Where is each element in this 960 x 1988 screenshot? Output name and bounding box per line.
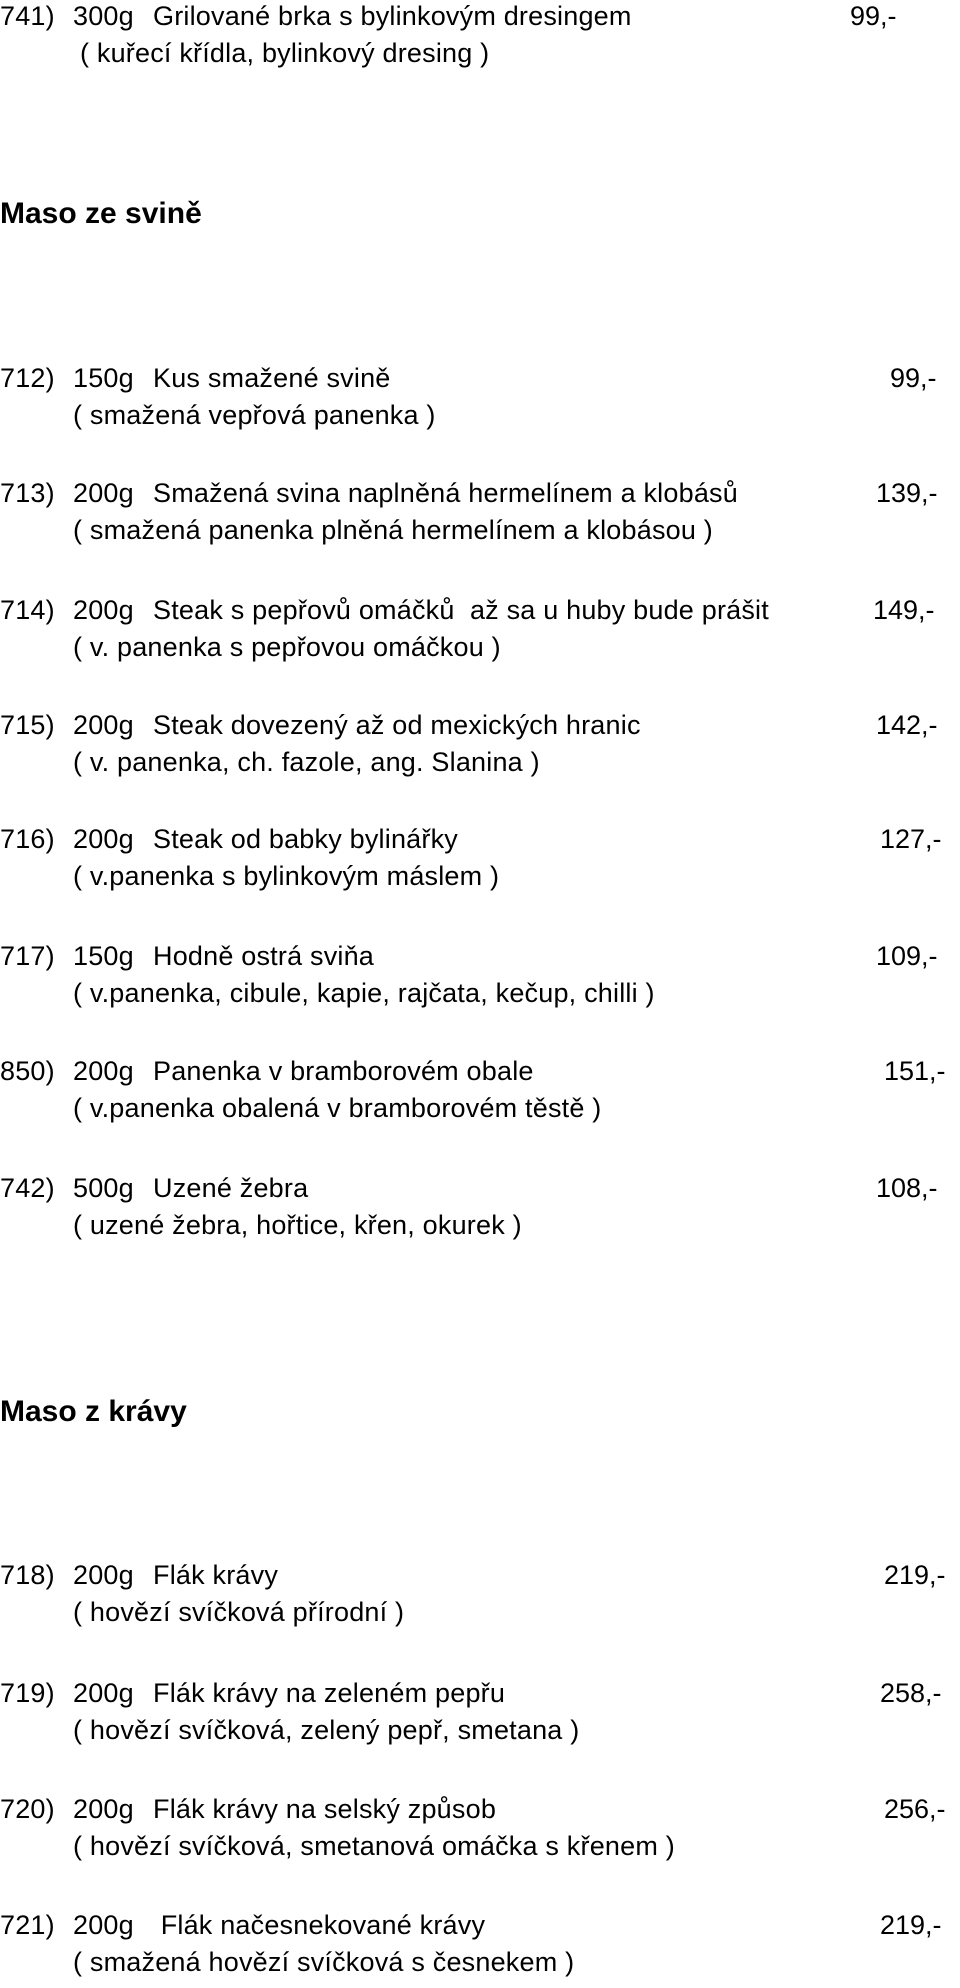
item-number: 715)	[0, 710, 55, 740]
section-heading-beef: Maso z krávy	[0, 1395, 187, 1428]
item-number: 714)	[0, 595, 55, 625]
item-weight: 200g	[73, 1056, 134, 1086]
item-description: ( v. panenka s pepřovou omáčkou )	[73, 632, 501, 662]
item-weight: 200g	[73, 478, 134, 508]
item-number: 717)	[0, 941, 55, 971]
item-description: ( uzené žebra, hořtice, křen, okurek )	[73, 1210, 522, 1240]
item-name: Uzené žebra	[153, 1173, 309, 1203]
item-description: ( v.panenka obalená v bramborovém těstě )	[73, 1093, 602, 1123]
item-name: Steak s pepřovů omáčků až sa u huby bude prášit	[153, 595, 769, 625]
item-weight: 200g	[73, 1678, 134, 1708]
item-weight: 200g	[73, 1910, 134, 1940]
item-name: Flák krávy na zeleném pepřu	[153, 1678, 506, 1708]
item-description: ( v.panenka, cibule, kapie, rajčata, kečup, chilli )	[73, 978, 655, 1008]
item-weight: 200g	[73, 1794, 134, 1824]
item-number: 713)	[0, 478, 55, 508]
item-price: 142,-	[876, 710, 938, 740]
item-price: 108,-	[876, 1173, 938, 1203]
item-weight: 500g	[73, 1173, 134, 1203]
item-number: 718)	[0, 1560, 55, 1590]
item-price: 149,-	[873, 595, 935, 625]
item-price: 219,-	[884, 1560, 946, 1590]
item-weight: 150g	[73, 941, 134, 971]
item-price: 139,-	[876, 478, 938, 508]
item-number: 712)	[0, 363, 55, 393]
item-name: Kus smažené svině	[153, 363, 391, 393]
item-price: 127,-	[880, 824, 942, 854]
item-description: ( hovězí svíčková, zelený pepř, smetana )	[73, 1715, 580, 1745]
item-price: 109,-	[876, 941, 938, 971]
item-weight: 200g	[73, 595, 134, 625]
item-price: 219,-	[880, 1910, 942, 1940]
item-description: ( v. panenka, ch. fazole, ang. Slanina )	[73, 747, 540, 777]
item-name: Flák načesnekované krávy	[153, 1910, 486, 1940]
item-weight: 200g	[73, 824, 134, 854]
item-description: ( kuřecí křídla, bylinkový dresing )	[80, 38, 490, 68]
item-price: 151,-	[884, 1056, 946, 1086]
item-description: ( smažená hovězí svíčková s česnekem )	[73, 1947, 575, 1977]
item-price: 256,-	[884, 1794, 946, 1824]
item-number: 850)	[0, 1056, 55, 1086]
item-name: Flák krávy na selský způsob	[153, 1794, 497, 1824]
item-name: Hodně ostrá sviňa	[153, 941, 375, 971]
item-name: Panenka v bramborovém obale	[153, 1056, 534, 1086]
item-number: 719)	[0, 1678, 55, 1708]
item-price: 258,-	[880, 1678, 942, 1708]
item-number: 721)	[0, 1910, 55, 1940]
item-price: 99,-	[850, 1, 897, 31]
item-weight: 150g	[73, 363, 134, 393]
item-description: ( hovězí svíčková, smetanová omáčka s křenem )	[73, 1831, 675, 1861]
item-description: ( smažená panenka plněná hermelínem a klobásou )	[73, 515, 713, 545]
item-name: Steak od babky bylinářky	[153, 824, 458, 854]
item-weight: 300g	[73, 1, 134, 31]
item-name: Steak dovezený až od mexických hranic	[153, 710, 641, 740]
item-number: 741)	[0, 1, 55, 31]
item-description: ( smažená vepřová panenka )	[73, 400, 436, 430]
item-description: ( hovězí svíčková přírodní )	[73, 1597, 405, 1627]
item-name: Grilované brka s bylinkovým dresingem	[153, 1, 632, 31]
item-number: 742)	[0, 1173, 55, 1203]
item-weight: 200g	[73, 1560, 134, 1590]
item-number: 716)	[0, 824, 55, 854]
item-number: 720)	[0, 1794, 55, 1824]
item-name: Flák krávy	[153, 1560, 279, 1590]
item-name: Smažená svina naplněná hermelínem a klobásů	[153, 478, 738, 508]
section-heading-pork: Maso ze svině	[0, 197, 202, 230]
item-weight: 200g	[73, 710, 134, 740]
item-description: ( v.panenka s bylinkovým máslem )	[73, 861, 500, 891]
item-price: 99,-	[890, 363, 937, 393]
